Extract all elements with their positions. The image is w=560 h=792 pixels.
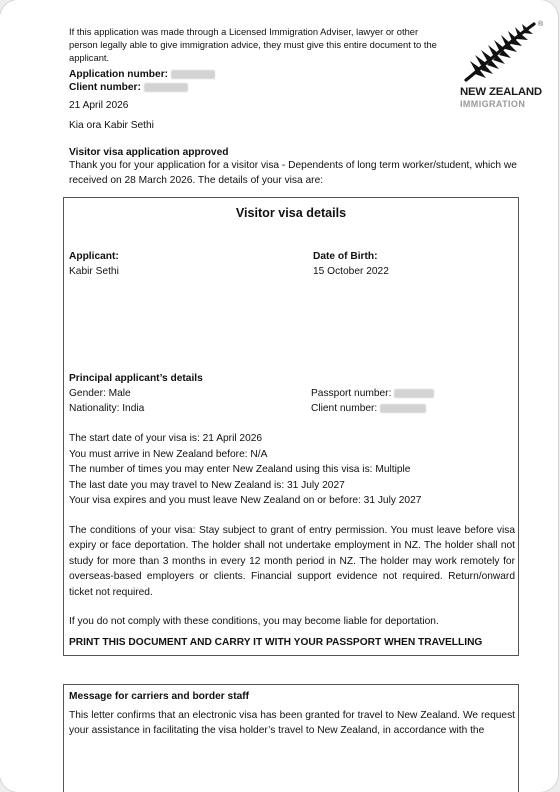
registered-trademark-mark: ® <box>538 21 544 28</box>
visa-details-title: Visitor visa details <box>235 206 347 220</box>
approval-heading: Visitor visa application approved <box>69 147 229 158</box>
carriers-heading: Message for carriers and border staff <box>69 691 250 702</box>
visa-details-box <box>63 197 519 656</box>
passport-number-row <box>311 387 434 401</box>
carriers-body: This letter confirms that an electronic visa has been granted for travel to New Zealand. We request your assistance in facilitating the visa holder’s travel to New Zealand, in accordance with the <box>69 710 515 737</box>
applicant-name: Kabir Sethi <box>69 266 119 277</box>
greeting: Kia ora Kabir Sethi <box>69 120 154 131</box>
dob-value: 15 October 2022 <box>313 266 389 277</box>
letter-date: 21 April 2026 <box>69 100 129 111</box>
redacted-passport-number <box>394 389 434 398</box>
carriers-message-box <box>63 684 519 792</box>
last-travel-date: The last date you may travel to New Zealand is: 31 July 2027 <box>69 479 345 491</box>
gender: Gender: Male <box>69 388 131 399</box>
entry-count: The number of times you may enter New Zealand using this visa is: Multiple <box>69 464 411 475</box>
dob-label: Date of Birth: <box>313 251 378 262</box>
principal-client-number-label: Client number: <box>311 403 378 414</box>
visa-conditions: The conditions of your visa: Stay subject to grant of entry permission. You must leave before visa expiry or face deportation. The holder shall not undertake employment in NZ. The holder shall not study for more than 3 months in every 12 month period in NZ. The holder may work remotely for overseas-based employers or clients. Financial support evidence not required. Return/onward ticket not required. <box>69 525 515 598</box>
logo-immigration-text: IMMIGRATION <box>460 99 526 109</box>
silver-fern-icon <box>462 20 542 84</box>
redacted-application-number <box>171 70 215 79</box>
nationality: Nationality: India <box>69 403 145 414</box>
adviser-notice: If this application was made through a Licensed Immigration Adviser, lawyer or other person legally able to give immigration advice, they must give this entire document to the applicant. <box>69 26 437 63</box>
approval-body: Thank you for your application for a visitor visa - Dependents of long term worker/student, which we received on 28 March 2026. The details of your visa are: <box>69 160 517 187</box>
application-number-row <box>69 68 369 81</box>
visa-start-date: The start date of your visa is: 21 April 2026 <box>69 433 263 444</box>
redacted-principal-client-number <box>380 404 426 413</box>
passport-number-label: Passport number: <box>311 388 392 399</box>
applicant-label: Applicant: <box>69 251 119 262</box>
redacted-client-number <box>144 83 188 92</box>
print-notice: PRINT THIS DOCUMENT AND CARRY IT WITH YOUR PASSPORT WHEN TRAVELLING <box>69 637 483 648</box>
client-number-label: Client number: <box>69 82 141 93</box>
client-number-row <box>69 81 369 94</box>
deportation-warning: If you do not comply with these conditions, you may become liable for deportation. <box>69 616 439 627</box>
logo-new-zealand-text: NEW ZEALAND <box>460 86 542 98</box>
nz-immigration-logo <box>456 20 548 118</box>
application-number-label: Application number: <box>69 69 169 80</box>
principal-client-number-row <box>311 402 426 416</box>
principal-applicant-heading: Principal applicant’s details <box>69 373 203 384</box>
visa-expiry: Your visa expires and you must leave New Zealand on or before: 31 July 2027 <box>69 495 422 506</box>
arrive-before: You must arrive in New Zealand before: N/A <box>69 448 268 460</box>
